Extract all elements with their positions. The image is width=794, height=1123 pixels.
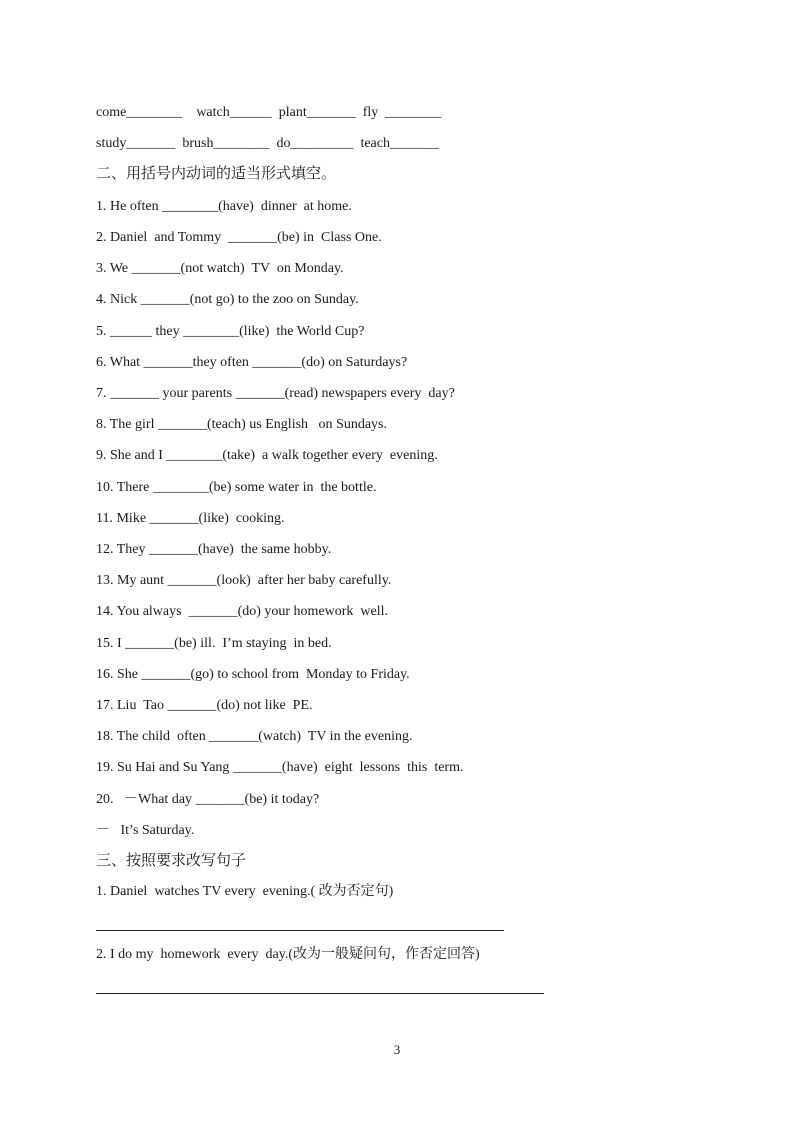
- exercise-item-18: 18. The child often _______(watch) TV in the evening.: [96, 729, 413, 744]
- exercise-item-14: 14. You always _______(do) your homework well.: [96, 604, 389, 619]
- exercise-item-7: 7. _______ your parents _______(read) newspapers every day?: [96, 386, 455, 401]
- answer-line-1[interactable]: [96, 930, 504, 931]
- exercise-item-17: 17. Liu Tao _______(do) not like PE.: [96, 698, 313, 713]
- rewrite-item-2: 2. I do my homework every day.(改为一般疑问句，作否定回答): [96, 947, 480, 962]
- exercise-item-20: 20. －What day _______(be) it today?: [96, 792, 320, 807]
- page-number: 3: [393, 1042, 401, 1057]
- exercise-item-19: 19. Su Hai and Su Yang _______(have) eight lessons this term.: [96, 760, 464, 775]
- exercise-item-11: 11. Mike _______(like) cooking.: [96, 511, 285, 526]
- answer-line-2[interactable]: [96, 993, 544, 994]
- exercise-item-1: 1. He often ________(have) dinner at home.: [96, 199, 352, 214]
- exercise-item-12: 12. They _______(have) the same hobby.: [96, 542, 332, 557]
- section-2-heading: 二、用括号内动词的适当形式填空。: [96, 164, 337, 182]
- rewrite-item-1: 1. Daniel watches TV every evening.( 改为否定句): [96, 884, 394, 899]
- word-row-2: study_______ brush________ do_________ teach_______: [96, 136, 439, 151]
- section-3-heading: 三、按照要求改写句子: [96, 851, 247, 869]
- exercise-item-9: 9. She and I ________(take) a walk together every evening.: [96, 448, 438, 463]
- exercise-item-5: 5. ______ they ________(like) the World Cup?: [96, 324, 365, 339]
- exercise-item-13: 13. My aunt _______(look) after her baby carefully.: [96, 573, 392, 588]
- exercise-item-3: 3. We _______(not watch) TV on Monday.: [96, 261, 344, 276]
- exercise-item-4: 4. Nick _______(not go) to the zoo on Sunday.: [96, 292, 359, 307]
- exercise-item-15: 15. I _______(be) ill. I’m staying in bed.: [96, 636, 332, 651]
- exercise-item-16: 16. She _______(go) to school from Monday to Friday.: [96, 667, 410, 682]
- exercise-item-2: 2. Daniel and Tommy _______(be) in Class One.: [96, 230, 382, 245]
- exercise-item-10: 10. There ________(be) some water in the bottle.: [96, 480, 377, 495]
- word-row-1: come________ watch______ plant_______ fly ________: [96, 105, 442, 120]
- exercise-item-6: 6. What _______they often _______(do) on Saturdays?: [96, 355, 408, 370]
- exercise-item-8: 8. The girl _______(teach) us English on Sundays.: [96, 417, 387, 432]
- exercise-item-20-answer: － It’s Saturday.: [96, 823, 195, 838]
